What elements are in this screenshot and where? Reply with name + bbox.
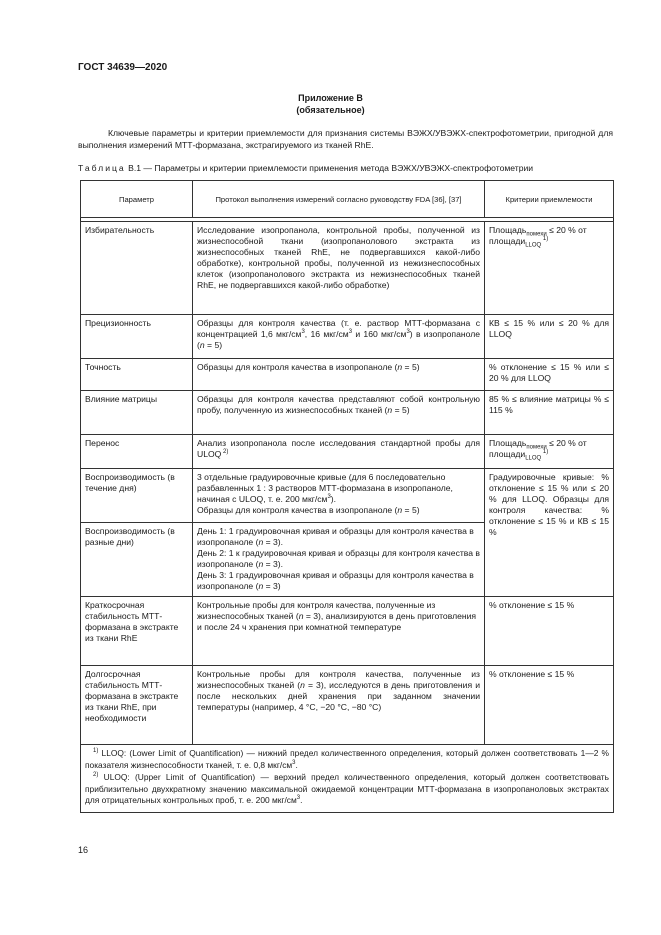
table-caption-text: В.1 — Параметры и критерии приемлемости применения метода ВЭЖХ/УВЭЖХ-спектрофотометрии: [128, 163, 534, 173]
param-cell: Влияние матрицы: [81, 391, 193, 435]
parameters-table: [80, 180, 614, 813]
table-row: [81, 435, 614, 469]
protocol-cell: Образцы для контроля качества представляют собой контрольную пробу, полученную из жизнеспособных тканей (n = 5): [193, 391, 485, 435]
intro-paragraph: Ключевые параметры и критерии приемлемости для признания системы ВЭЖХ/УВЭЖХ-спектрофотометрии, пригодной для выполнения измерений МТТ-формазана, экстрагируемого из тканей RhE.: [78, 128, 613, 150]
header-criteria: Критерии приемлемости: [485, 181, 614, 218]
document-code: ГОСТ 34639—2020: [78, 62, 168, 73]
table-caption: [78, 163, 533, 173]
param-cell: Прецизионность: [81, 315, 193, 359]
table-row: [81, 222, 614, 315]
table-row: [81, 315, 614, 359]
param-cell: Долгосрочная стабильность МТТ-формазана в экстракте из ткани RhE, при необходимости: [81, 666, 193, 745]
merged-criteria-cell: Градуировочные кривые: % отклонение ≤ 15 % или ≤ 20 % для LLOQ. Образцы для контроля качества: % отклонение ≤ 15 % и КВ ≤ 15 %: [485, 469, 614, 597]
table-row: [81, 597, 614, 666]
criteria-cell: КВ ≤ 15 % или ≤ 20 % для LLOQ: [485, 315, 614, 359]
criteria-cell: 85 % ≤ влияние матрицы % ≤ 115 %: [485, 391, 614, 435]
annex-subtitle: (обязательное): [296, 105, 365, 115]
criteria-cell: % отклонение ≤ 15 %: [485, 597, 614, 666]
table-row: [81, 666, 614, 745]
protocol-cell: Анализ изопропанола после исследования стандартной пробы для ULOQ $^{2)}$: [193, 435, 485, 469]
protocol-cell: 3 отдельные градуировочные кривые (для 6 последовательно разбавленных 1 : 3 растворов МТТ-формазана в изопропаноле, начиная с ULOQ, т. е. 200 мкг/$см^3$). Образцы для контроля качества в изопропаноле (n = 5): [193, 469, 485, 523]
footnotes-row: [81, 745, 614, 813]
criteria-cell: Площадь$_{помехи}$ ≤ 20 % от площади$_{LLOQ}$ $^{1)}$: [485, 435, 614, 469]
header-parameter: Параметр: [81, 181, 193, 218]
table-row: [81, 391, 614, 435]
criteria-cell: Площадь$_{помехи}$ ≤ 20 % от площади$_{LLOQ}$ $^{1)}$: [485, 222, 614, 315]
param-cell: Точность: [81, 359, 193, 391]
footnotes-cell: [81, 745, 614, 813]
param-cell: Избирательность: [81, 222, 193, 315]
table-row: [81, 469, 614, 523]
header-protocol: Протокол выполнения измерений согласно руководству FDA [36], [37]: [193, 181, 485, 218]
protocol-cell: Образцы для контроля качества (т. е. раствор МТТ-формазана с концентрацией 1,6 мкг/$см^3$, 16 мкг/$см^3$ и 160 мкг/$см^3$) в изопропаноле (n = 5): [193, 315, 485, 359]
criteria-cell: % отклонение ≤ 15 %: [485, 666, 614, 745]
protocol-cell: Исследование изопропанола, контрольной пробы, полученной из жизнеспособной ткани (изопропанолового экстракта из жизнеспособных тканей RhE, не подвергавшихся какой-либо обработке), контрольной пробы, полученной из нежизнеспособных клеток (изопропанолового экстракта из нежизнеспособных тканей RhE, не подвергавшихся какой-либо обработке): [193, 222, 485, 315]
page-number: 16: [78, 845, 89, 855]
param-cell: Воспроизводимость (в течение дня): [81, 469, 193, 523]
protocol-cell: Контрольные пробы для контроля качества, полученные из жизнеспособных тканей (n = 3), анализируются в день приготовления и после 24 ч хранения при комнатной температуре: [193, 597, 485, 666]
protocol-cell: Образцы для контроля качества в изопропаноле (n = 5): [193, 359, 485, 391]
protocol-cell: День 1: 1 градуировочная кривая и образцы для контроля качества в изопропаноле (n = 3). День 2: 1 к градуировочная кривая и образцы для контроля качества в изопропаноле (n = 3). День 3: 1 градуировочная кривая и образцы для контроля качества в изопропаноле (n = 3): [193, 523, 485, 597]
param-cell: Краткосрочная стабильность МТТ-формазана в экстракте из ткани RhE: [81, 597, 193, 666]
footnote-1: $^{1)}$ LLOQ: (Lower Limit of Quantification) — нижний предел количественного определения, который должен соответствовать 1—2 % показателя жизнеспособности тканей, т. е. 0,8 мкг/$см^3$.: [85, 748, 609, 770]
param-cell: Перенос: [81, 435, 193, 469]
annex-title: Приложение В: [298, 93, 363, 103]
footnote-2: $^{2)}$ ULOQ: (Upper Limit of Quantification) — верхний предел количественного определения, который должен соответствовать приблизительно двухкратному значению максимальной ожидаемой концентрации МТТ-формазана в изопропаноловых экстрактах для отрицательных контрольных проб, т. е. 200 мкг/$см^3$.: [85, 772, 609, 805]
table-caption-label: Таблица: [78, 163, 126, 173]
table-row: [81, 359, 614, 391]
criteria-cell: % отклонение ≤ 15 % или ≤ 20 % для LLOQ: [485, 359, 614, 391]
table-header-row: [81, 181, 614, 218]
protocol-cell: Контрольные пробы для контроля качества, полученные из жизнеспособных тканей (n = 3), исследуются в день приготовления и после нескольких дней хранения при заданном значении температуры (например, 4 °С, −20 °С, −80 °С): [193, 666, 485, 745]
annex-heading: [0, 92, 661, 116]
param-cell: Воспроизводимость (в разные дни): [81, 523, 193, 597]
